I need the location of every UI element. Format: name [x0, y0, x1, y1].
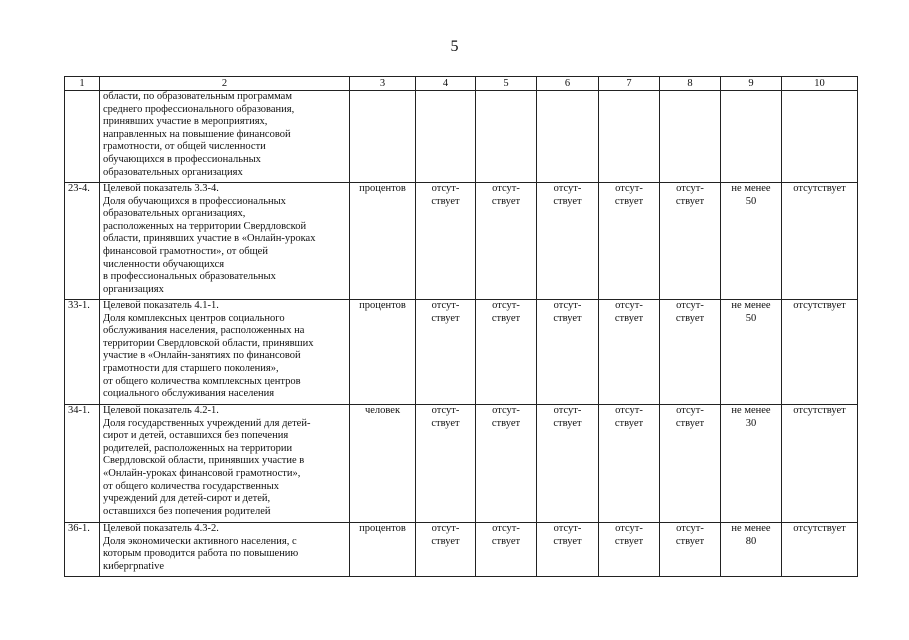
header-cell: 3 [350, 77, 416, 91]
value-cell [660, 91, 721, 183]
table-row [65, 91, 858, 183]
row-number [65, 91, 100, 183]
value-cell [537, 91, 599, 183]
value-text: отсут- ствует [553, 405, 582, 429]
value-cell [476, 300, 537, 405]
row-number: 33-1. [65, 300, 100, 405]
table-row [65, 523, 858, 577]
indicator-text [100, 300, 350, 405]
value-text: не менее 50 [731, 183, 771, 207]
value-cell [721, 183, 782, 300]
value-cell [416, 405, 476, 523]
page-number: 5 [450, 38, 459, 55]
value-cell [660, 405, 721, 523]
value-cell [416, 523, 476, 577]
table-header-row [65, 77, 858, 91]
indicators-table [64, 76, 858, 577]
value-cell [782, 523, 858, 577]
indicator-text-content: Целевой показатель 4.3-2. Доля экономически активного населения, с которым проводится работа по повышению кибергрnative [103, 523, 299, 572]
row-number: 34-1. [65, 405, 100, 523]
indicator-text-content: Целевой показатель 4.2-1. Доля государственных учреждений для детей- сирот и детей, оставшихся без попечения родителей, расположенных на территории Свердловской области, принявших участие в «Онлайн-уроках финансовой грамотности», от общего количества государственных учреждений для детей-сирот и детей, оставшихся без попечения родителей [103, 405, 311, 517]
value-cell [537, 300, 599, 405]
value-text: отсутствует [793, 183, 846, 194]
value-cell [721, 300, 782, 405]
table-row [65, 405, 858, 523]
value-text: отсутствует [793, 405, 846, 416]
value-text: отсут- ствует [553, 300, 582, 324]
value-text: не менее 50 [731, 300, 771, 324]
value-cell [537, 405, 599, 523]
value-cell [416, 300, 476, 405]
value-text: не менее 30 [731, 405, 771, 429]
indicator-text [100, 523, 350, 577]
unit-cell [350, 91, 416, 183]
header-cell: 8 [660, 77, 721, 91]
header-cell: 5 [476, 77, 537, 91]
value-cell [599, 300, 660, 405]
indicator-text [100, 183, 350, 300]
value-cell [476, 183, 537, 300]
value-text: отсутствует [793, 523, 846, 534]
value-cell [476, 523, 537, 577]
value-cell [599, 405, 660, 523]
unit-cell: процентов [350, 183, 416, 300]
unit-cell: человек [350, 405, 416, 523]
value-cell [599, 523, 660, 577]
header-cell: 2 [100, 77, 350, 91]
value-cell [660, 300, 721, 405]
value-text: отсут- ствует [431, 523, 460, 547]
indicator-text [100, 405, 350, 523]
value-cell [476, 405, 537, 523]
value-text: отсут- ствует [431, 405, 460, 429]
value-text: отсут- ствует [614, 405, 644, 429]
unit-cell: процентов [350, 300, 416, 405]
header-cell: 9 [721, 77, 782, 91]
value-cell [782, 300, 858, 405]
value-text: отсут- ствует [491, 523, 521, 547]
value-text: отсут- ствует [431, 300, 460, 324]
header-cell: 1 [65, 77, 100, 91]
value-text: отсут- ствует [614, 183, 644, 207]
header-cell: 7 [599, 77, 660, 91]
value-cell [660, 183, 721, 300]
value-cell [416, 183, 476, 300]
indicator-text [100, 91, 350, 183]
value-text: отсут- ствует [553, 523, 582, 547]
value-text: отсут- ствует [491, 183, 521, 207]
value-cell [537, 523, 599, 577]
value-cell [721, 91, 782, 183]
value-cell [660, 523, 721, 577]
value-text: отсут- ствует [614, 523, 644, 547]
value-text: отсутствует [793, 300, 846, 311]
value-text: отсут- ствует [675, 405, 705, 429]
indicator-text-content: Целевой показатель 3.3-4. Доля обучающихся в профессиональных образовательных организациях, расположенных на территории Свердловской области, принявших участие в «Онлайн-уроках финансовой грамотности», от общей численности обучающихся в профессиональных образовательных организациях [103, 183, 316, 295]
table-row [65, 300, 858, 405]
value-cell [782, 183, 858, 300]
value-text: отсут- ствует [675, 183, 705, 207]
indicator-text-content: Целевой показатель 4.1-1. Доля комплексных центров социального обслуживания населения, расположенных на территории Свердловской области, принявших участие в «Онлайн-занятиях по финансовой грамотности для старшего поколения», от общего количества комплексных центров социального обслуживания населения [103, 300, 314, 400]
value-cell [476, 91, 537, 183]
value-text: отсут- ствует [675, 300, 705, 324]
value-cell [782, 91, 858, 183]
indicator-text-content: области, по образовательным программам среднего профессионального образования, принявших участие в мероприятиях, направленных на повышение финансовой грамотности, от общей численности обучающихся в профессиональных образовательных организациях [103, 91, 295, 178]
unit-cell: процентов [350, 523, 416, 577]
value-cell [537, 183, 599, 300]
value-text: не менее 80 [731, 523, 771, 547]
value-text: отсут- ствует [431, 183, 460, 207]
value-cell [721, 523, 782, 577]
row-number: 36-1. [65, 523, 100, 577]
value-cell [416, 91, 476, 183]
value-cell [721, 405, 782, 523]
value-text: отсут- ствует [491, 405, 521, 429]
value-text: отсут- ствует [675, 523, 705, 547]
value-cell [782, 405, 858, 523]
value-cell [599, 91, 660, 183]
row-number: 23-4. [65, 183, 100, 300]
value-text: отсут- ствует [491, 300, 521, 324]
value-text: отсут- ствует [553, 183, 582, 207]
value-text: отсут- ствует [614, 300, 644, 324]
header-cell: 4 [416, 77, 476, 91]
value-cell [599, 183, 660, 300]
header-cell: 6 [537, 77, 599, 91]
header-cell: 10 [782, 77, 858, 91]
table-row [65, 183, 858, 300]
